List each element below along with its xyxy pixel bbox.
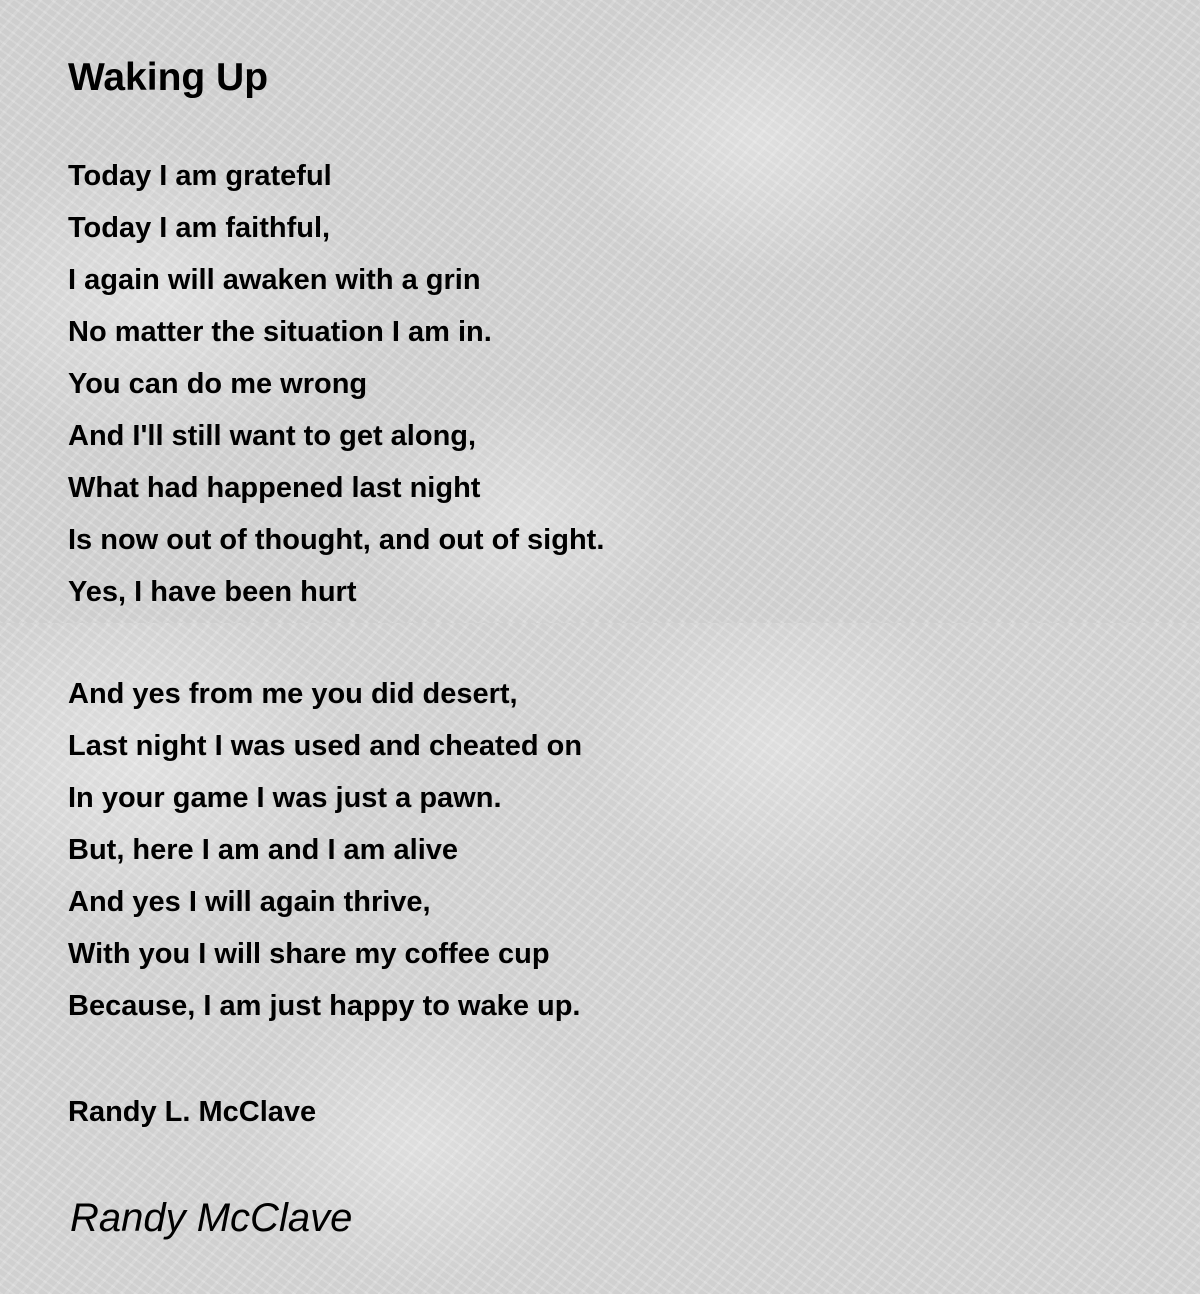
poem-line: Is now out of thought, and out of sight. [68,524,605,556]
poem-line: No matter the situation I am in. [68,316,492,348]
poem-author-byline: Randy L. McClave [68,1096,317,1128]
poem-stanza-2 [68,668,582,1032]
poem-line: In your game I was just a pawn. [68,782,502,814]
poem-stanza-1 [68,150,604,618]
poem-line: With you I will share my coffee cup [68,938,550,970]
poem-line: And yes from me you did desert, [68,678,518,710]
poem-line: And yes I will again thrive, [68,886,431,918]
poem-line: Last night I was used and cheated on [68,730,583,762]
poem-line: Today I am grateful [68,160,332,192]
poem-line: Today I am faithful, [68,212,331,244]
author-signature: Randy McClave [70,1196,353,1240]
poem-line: What had happened last night [68,472,481,504]
poem-title: Waking Up [68,56,269,99]
poem-line: But, here I am and I am alive [68,834,459,866]
poem-line: Yes, I have been hurt [68,576,357,608]
poem-line: I again will awaken with a grin [68,264,481,296]
poem-line: You can do me wrong [68,368,368,400]
poem-line: And I'll still want to get along, [68,420,477,452]
poem-line: Because, I am just happy to wake up. [68,990,581,1022]
